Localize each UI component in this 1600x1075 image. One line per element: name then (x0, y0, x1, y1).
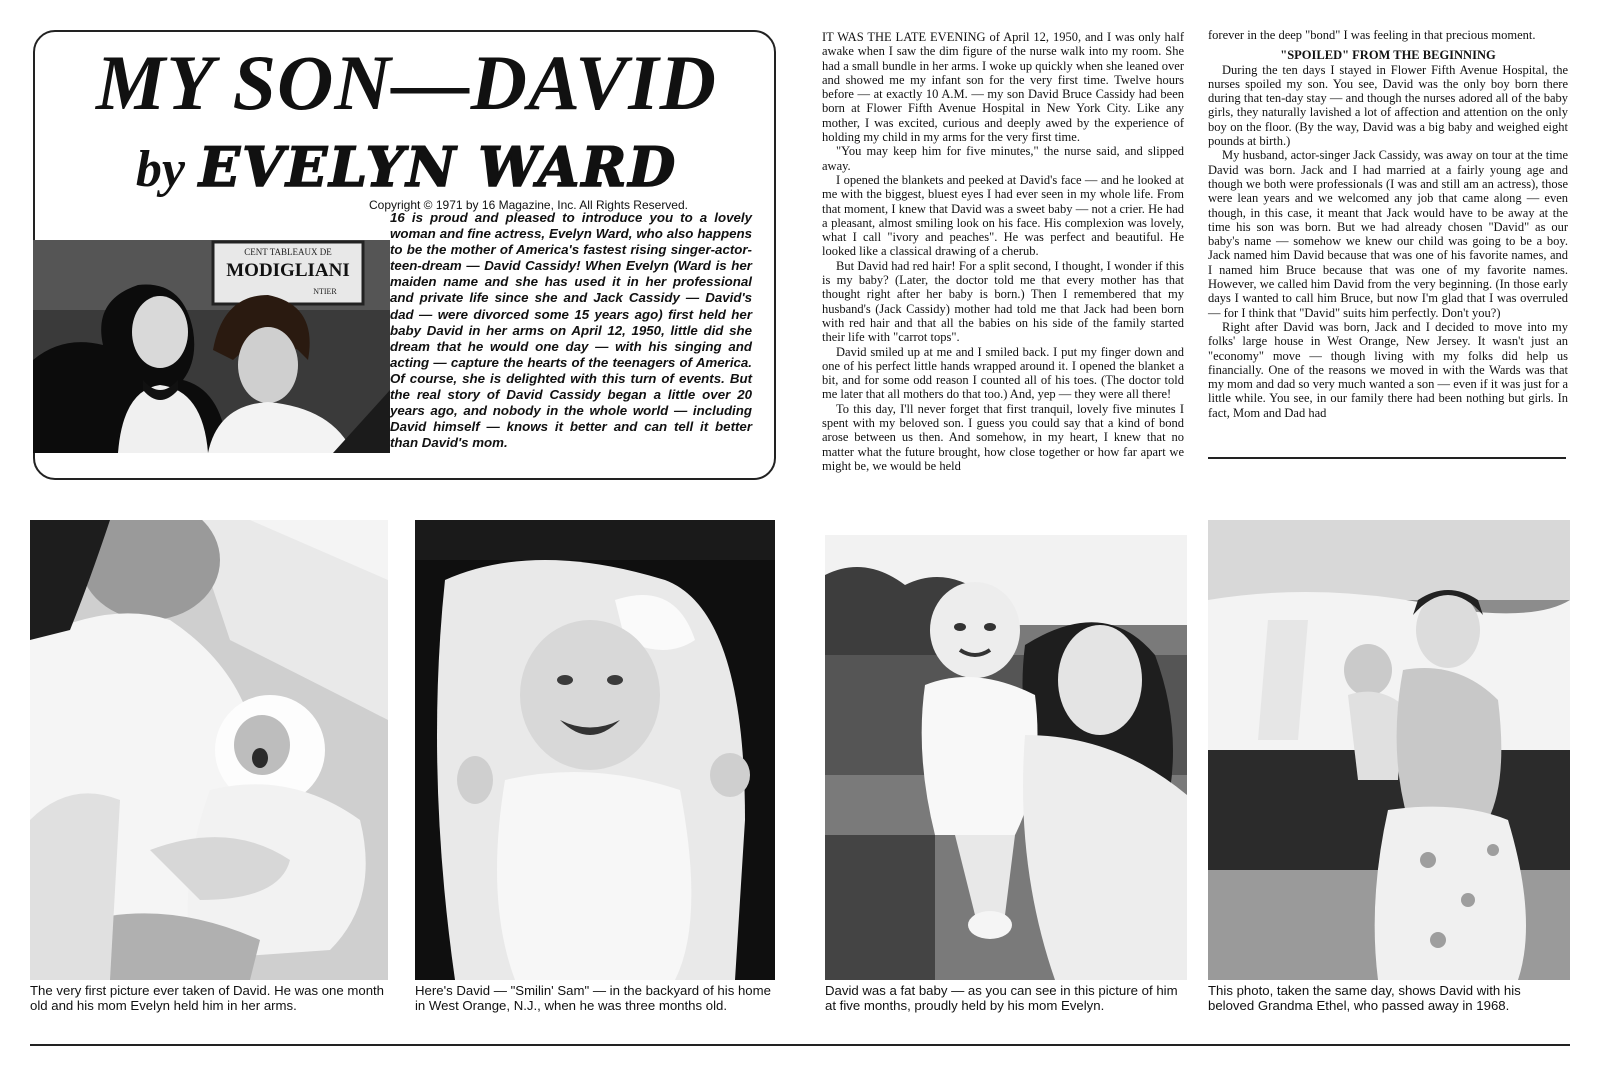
photo-evelyn-and-david (33, 240, 390, 453)
article-column-2 (1208, 28, 1568, 420)
photo-grandma-ethel (1208, 520, 1570, 980)
paragraph: Right after David was born, Jack and I decided to move into my folks' large house in West Orange, New Jersey. It wasn't just an "economy" move — though living with my folks did help us financially. One of the reasons we moved in with the Wards was that my mom and dad so very much wanted a son — even if it was just for a little while. You see, in our family there had been nothing but girls. In fact, Mom and Dad had (1208, 319, 1568, 420)
paragraph: My husband, actor-singer Jack Cassidy, was away on tour at the time David was born. Jack and I had married at a fairly young age and though we both were professionals (I was and still am an actress), those were lean years and we welcomed any job that came along — even though, in this case, it meant that Jack would have to be away at the time his son was born. But we had already chosen "David" as our baby's name — somehow we knew our child was going to be a boy. Jack named him David because that was one of his favorite names, and I named him Bruce because that was one of my favorite names. However, we called him David from the very beginning. (In those early days I wanted to call him Bruce, but now I'm glad that I was overruled — for I think that "David" suits him perfectly. Don't you?) (1208, 148, 1568, 320)
photo-one-month (30, 520, 388, 980)
paragraph: I opened the blankets and peeked at David's face — and he looked at me with the biggest, bluest eyes I had ever seen in my whole life. From that moment, I knew that David was a sweet baby — not a crier. He had a pleasant, almost smiling look on his face. His complexion was lovely, what I call "ivory and peaches". He was perfect and beautiful. He looked like a classical drawing of a cherub. (822, 172, 1184, 259)
photo-five-months (825, 535, 1187, 980)
copyright-notice: Copyright © 1971 by 16 Magazine, Inc. All Rights Reserved. (368, 198, 688, 212)
photo-three-months (415, 520, 775, 980)
caption-3: David was a fat baby — as you can see in this picture of him at five months, proudly held by his mom Evelyn. (825, 983, 1178, 1013)
caption-1: The very first picture ever taken of David. He was one month old and his mom Evelyn held him in her arms. (30, 983, 385, 1013)
sign-line-2: MODIGLIANI (226, 260, 350, 281)
intro-text: 16 is proud and pleased to introduce you to a lovely woman and fine actress, Evelyn Ward, who also happens to be the mother of America's fastest rising singer-actor-teen-dream — David Cassidy! When Evelyn (Ward is her maiden name and she has used it in her professional and private life since she and Jack Cassidy — David's dad — were divorced some 15 years ago) first held her baby David in her arms on April 12, 1950, little did she dream that he would one day — with his singing and acting — capture the hearts of the teenagers of America. Of course, she is delighted with this turn of events. But the real story of David Cassidy began a little over 20 years ago, and nobody in the whole world — including David himself — knows it better and can tell it better than David's mom. (390, 210, 752, 451)
byline (35, 135, 778, 199)
article-column-1 (822, 30, 1184, 473)
paragraph: David smiled up at me and I smiled back. I put my finger down and one of his perfect little hands wrapped around it. I opened the blanket a bit, and for some odd reason I counted all of his toes. (The doctor told me later that all mothers do that too.) And, yep — they were all there! (822, 344, 1184, 402)
column-divider (1208, 457, 1566, 459)
bottom-divider (30, 1044, 1570, 1046)
byline-by: by (135, 141, 185, 198)
subheading: "SPOILED" FROM THE BEGINNING (1280, 48, 1496, 63)
paragraph: forever in the deep "bond" I was feeling in that precious moment. (1208, 28, 1536, 42)
caption-4: This photo, taken the same day, shows David with his beloved Grandma Ethel, who passed away in 1968. (1208, 983, 1521, 1013)
headline: MY SON—DAVID (96, 39, 717, 126)
paragraph: To this day, I'll never forget that first tranquil, lovely five minutes I spent with my beloved son. I guess you could say that a kind of bond arose between us then. And somehow, in my heart, I knew that no matter what the future brought, how close together or how far apart we might be, we would be held (822, 401, 1184, 473)
paragraph: But David had red hair! For a split second, I thought, I wonder if this is my baby? (Later, the doctor told me that every mother has that thought right after her baby is born.) Then I remembered that my husband's (Jack Cassidy) mother had told me that Jack had been born with red hair and that all the babies on his side of the family started their life with "carrot tops". (822, 258, 1184, 345)
paragraph: During the ten days I stayed in Flower Fifth Avenue Hospital, the nurses spoiled my son. You see, David was the only boy born there during that ten-day stay — and though the nurses adored all of the baby girls, they naturally lavished a lot of affection and attention on the only boy on the floor. (By the way, David was a big baby and weighed eight pounds at birth.) (1208, 62, 1568, 149)
paragraph: IT WAS THE LATE EVENING of April 12, 1950, and I was only half awake when I saw the dim figure of the nurse walk into my room. She had a small bundle in her arms. I woke up quickly when she leaned over and showed me my infant son for the very first time. Twelve hours before — at exactly 10 A.M. — my son David Bruce Cassidy had been born at Flower Fifth Avenue Hospital in New York City. Like any mother, I was excited, curious and deeply awed by the experience of holding my child in my arms for the very first time. (822, 30, 1184, 145)
sign-line-1: CENT TABLEAUX DE (244, 247, 332, 257)
caption-2: Here's David — "Smilin' Sam" — in the backyard of his home in West Orange, N.J., when he was three months old. (415, 983, 771, 1013)
paragraph: "You may keep him for five minutes," the nurse said, and slipped away. (822, 144, 1184, 173)
author-name: EVELYN WARD (198, 135, 678, 199)
sign-line-3: NTIER (313, 287, 337, 296)
